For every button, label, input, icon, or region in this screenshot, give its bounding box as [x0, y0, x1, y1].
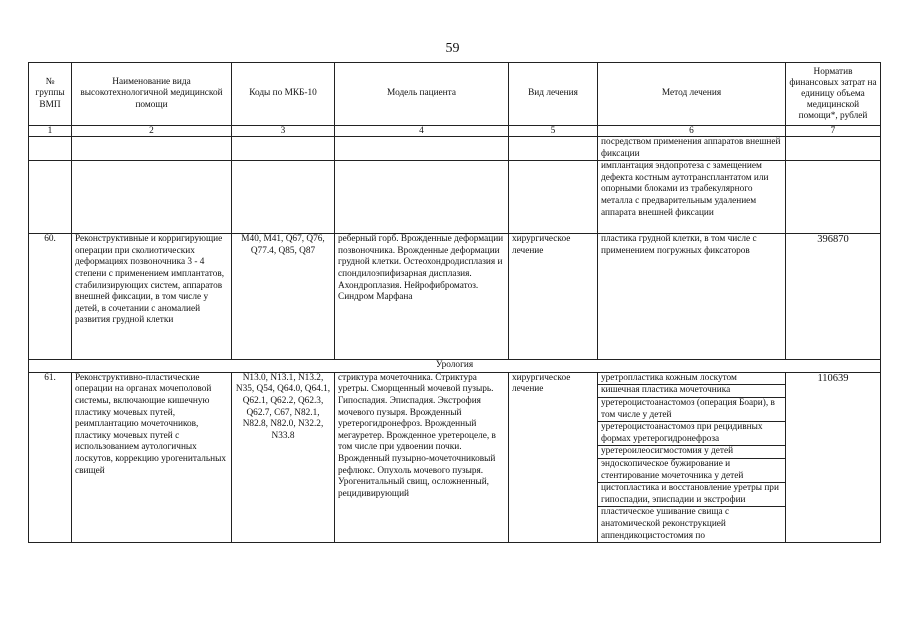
section-title: Урология	[29, 360, 881, 373]
table-row-60	[29, 234, 881, 360]
column-number: 1	[29, 126, 72, 137]
table-row-61	[29, 372, 881, 542]
method-cell: имплантация эндопротеза с замещением дефекта костным аутотрансплантатом или опорными блоками из трабекулярного металла с предварительным удалением аппарата внешней фиксации	[598, 161, 786, 234]
column-number: 3	[232, 126, 335, 137]
vmp-name-cell: Реконструктивные и корригирующие операции при сколиотических деформациях позвоночника 3 - 4 степени с применением имплантатов, стабилизирующих систем, аппаратов внешней фиксации, в том числе у детей, в сочетании с аномалией развития грудной клетки	[72, 234, 232, 360]
header-treatment-type: Вид лечения	[509, 63, 598, 126]
patient-model-cell: стриктура мочеточника. Стриктура уретры. Сморщенный мочевой пузырь. Гипоспадия. Эписпадия. Экстрофия мочевого пузыря. Врожденный уретерогидронефроз. Врожденный мегауретер. Врожденное уретероцеле, в том числе при удвоении почки. Врожденный пузырно-мочеточниковый рефлюкс. Опухоль мочевого пузыря. Урогенитальный свищ, осложненный, рецидивирующий	[335, 372, 509, 542]
header-cost-norm: Норматив финансовых затрат на единицу объема медицинской помощи*, рублей	[786, 63, 881, 126]
method-line: уретероцистоанастомоз при рецидивных формах уретерогидронефроза	[598, 422, 785, 446]
method-line: уретропластика кожным лоскутом	[598, 373, 785, 386]
method-line: эндоскопическое бужирование и стентирование мочеточника у детей	[598, 459, 785, 483]
header-vmp-name: Наименование вида высокотехнологичной медицинской помощи	[72, 63, 232, 126]
header-row	[29, 63, 881, 126]
method-cell: пластика грудной клетки, в том числе с применением погружных фиксаторов	[598, 234, 786, 360]
header-icd-codes: Коды по МКБ-10	[232, 63, 335, 126]
table-row-continued	[29, 161, 881, 234]
method-list-cell	[598, 372, 786, 542]
cost-cell: 396870	[786, 234, 881, 360]
method-line: аппендикоцистостомия по	[601, 530, 705, 541]
method-line: кишечная пластика мочеточника	[598, 385, 785, 398]
column-number: 4	[335, 126, 509, 137]
vmp-table	[28, 62, 881, 543]
method-cell: посредством применения аппаратов внешней фиксации	[598, 137, 786, 161]
method-line: цистопластика и восстановление уретры при гипоспадии, эписпадии и экстрофии	[598, 483, 785, 507]
column-number: 6	[598, 126, 786, 137]
column-number: 7	[786, 126, 881, 137]
patient-model-cell: реберный горб. Врожденные деформации позвоночника. Врожденные деформации грудной клетки. Остеохондродисплазия и спондилоэпифизарная дисплазия. Ахондроплазия. Нейрофиброматоз. Синдром Марфана	[335, 234, 509, 360]
page-number: 59	[445, 41, 460, 56]
method-line: уретероцистоанастомоз (операция Боари), в том числе у детей	[598, 398, 785, 422]
group-number-cell: 60.	[29, 234, 72, 360]
icd-codes-cell: M40, M41, Q67, Q76, Q77.4, Q85, Q87	[232, 234, 335, 360]
treatment-type-cell: хирургическое лечение	[509, 234, 598, 360]
header-group-number: № группы ВМП	[29, 63, 72, 126]
icd-codes-cell: N13.0, N13.1, N13.2, N35, Q54, Q64.0, Q64.1, Q62.1, Q62.2, Q62.3, Q62.7, C67, N82.1, N82.8, N82.0, N32.2, N33.8	[232, 372, 335, 542]
section-row	[29, 360, 881, 373]
cost-cell: 110639	[786, 372, 881, 542]
treatment-type-cell: хирургическое лечение	[509, 372, 598, 542]
table-row-continued	[29, 137, 881, 161]
method-line: пластическое ушивание свища с анатомической реконструкцией	[601, 507, 730, 529]
method-line: уретероилеосигмостомия у детей	[598, 446, 785, 459]
column-number: 5	[509, 126, 598, 137]
column-number: 2	[72, 126, 232, 137]
header-treatment-method: Метод лечения	[598, 63, 786, 126]
column-number-row	[29, 126, 881, 137]
vmp-name-cell: Реконструктивно-пластические операции на органах мочеполовой системы, включающие кишечную пластику мочевых путей, реимплантацию мочеточников, пластику мочевых путей с использованием аутологичных лоскутов, коррекцию урогенитальных свищей	[72, 372, 232, 542]
group-number-cell: 61.	[29, 372, 72, 542]
header-patient-model: Модель пациента	[335, 63, 509, 126]
